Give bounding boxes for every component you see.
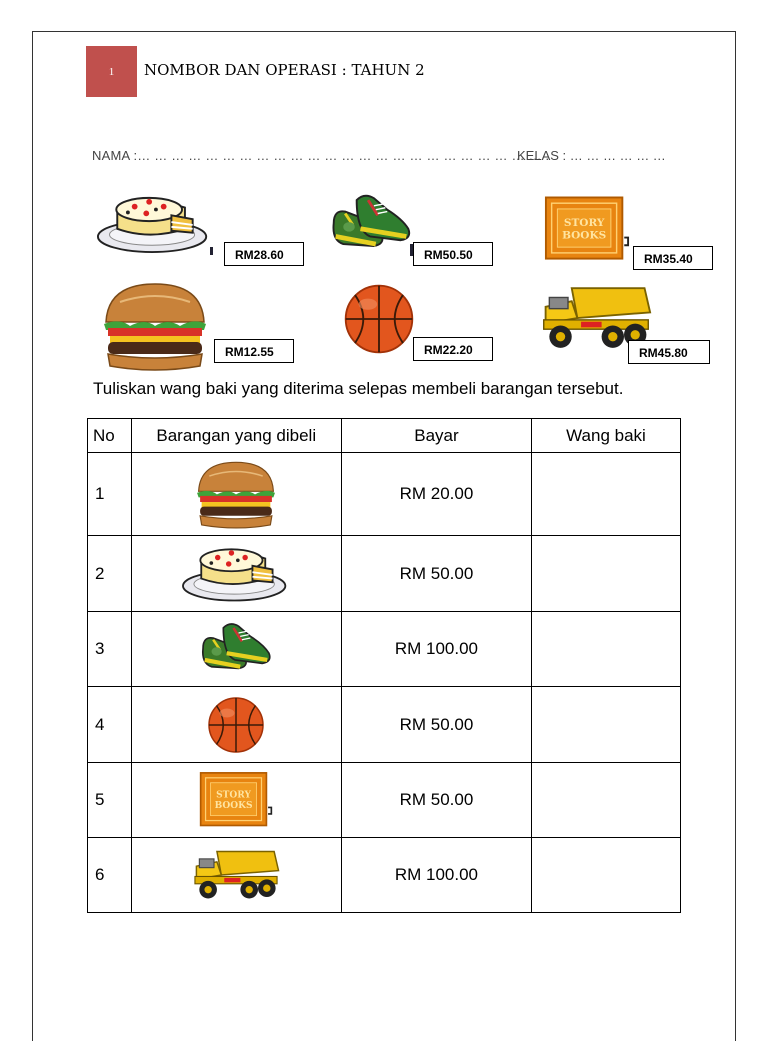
basketball-icon	[342, 282, 416, 356]
price-tag-story-book: RM35.40	[633, 246, 713, 270]
badge-number: 1	[108, 65, 115, 78]
header-item: Barangan yang dibeli	[131, 419, 341, 453]
price-tag-cake: RM28.60	[224, 242, 304, 266]
item-cell	[131, 612, 341, 687]
burger-icon	[194, 457, 278, 531]
item-cell	[131, 838, 341, 913]
lesson-number-badge	[86, 46, 137, 97]
basketball-icon	[206, 695, 266, 755]
row-number: 5	[88, 763, 132, 838]
toy-truck-icon	[192, 845, 280, 905]
row-number: 1	[88, 453, 132, 536]
story-book-icon	[199, 771, 273, 829]
item-cell	[131, 687, 341, 763]
story-book-icon	[544, 195, 630, 263]
price-tag-basketball: RM22.20	[413, 337, 493, 361]
header-change: Wang baki	[531, 419, 680, 453]
instruction-text: Tuliskan wang baki yang diterima selepas membeli barangan tersebut.	[93, 379, 624, 398]
pay-amount: RM 50.00	[341, 687, 531, 763]
cursor-mark	[210, 247, 213, 255]
item-cell	[131, 536, 341, 612]
change-answer-cell[interactable]	[531, 612, 680, 687]
pay-amount: RM 100.00	[341, 838, 531, 913]
change-answer-cell[interactable]	[531, 763, 680, 838]
pay-amount: RM 50.00	[341, 536, 531, 612]
price-tag-burger: RM12.55	[214, 339, 294, 363]
name-field[interactable]: NAMA :… … … … … … … … … … … … … … … … … … … … … … … … .	[92, 148, 550, 163]
change-answer-cell[interactable]	[531, 838, 680, 913]
answer-table	[87, 418, 681, 913]
cake-icon	[177, 542, 295, 606]
table-row	[88, 453, 681, 536]
class-field[interactable]: KELAS : … … … … … …	[517, 148, 666, 163]
pay-amount: RM 100.00	[341, 612, 531, 687]
change-answer-cell[interactable]	[531, 453, 680, 536]
burger-icon	[100, 278, 210, 373]
table-row	[88, 612, 681, 687]
item-cell	[131, 763, 341, 838]
shoes-icon	[198, 618, 274, 680]
price-tag-shoes: RM50.50	[413, 242, 493, 266]
table-row	[88, 536, 681, 612]
pay-amount: RM 20.00	[341, 453, 531, 536]
row-number: 3	[88, 612, 132, 687]
row-number: 6	[88, 838, 132, 913]
table-row	[88, 687, 681, 763]
table-header-row	[88, 419, 681, 453]
header-no: No	[88, 419, 132, 453]
table-row	[88, 763, 681, 838]
table-row	[88, 838, 681, 913]
row-number: 2	[88, 536, 132, 612]
pay-amount: RM 50.00	[341, 763, 531, 838]
cake-icon	[96, 190, 212, 258]
change-answer-cell[interactable]	[531, 687, 680, 763]
change-answer-cell[interactable]	[531, 536, 680, 612]
item-cell	[131, 453, 341, 536]
row-number: 4	[88, 687, 132, 763]
page-title: NOMBOR DAN OPERASI : TAHUN 2	[144, 61, 425, 79]
price-tag-toy-truck: RM45.80	[628, 340, 710, 364]
shoes-icon	[328, 190, 414, 258]
header-pay: Bayar	[341, 419, 531, 453]
